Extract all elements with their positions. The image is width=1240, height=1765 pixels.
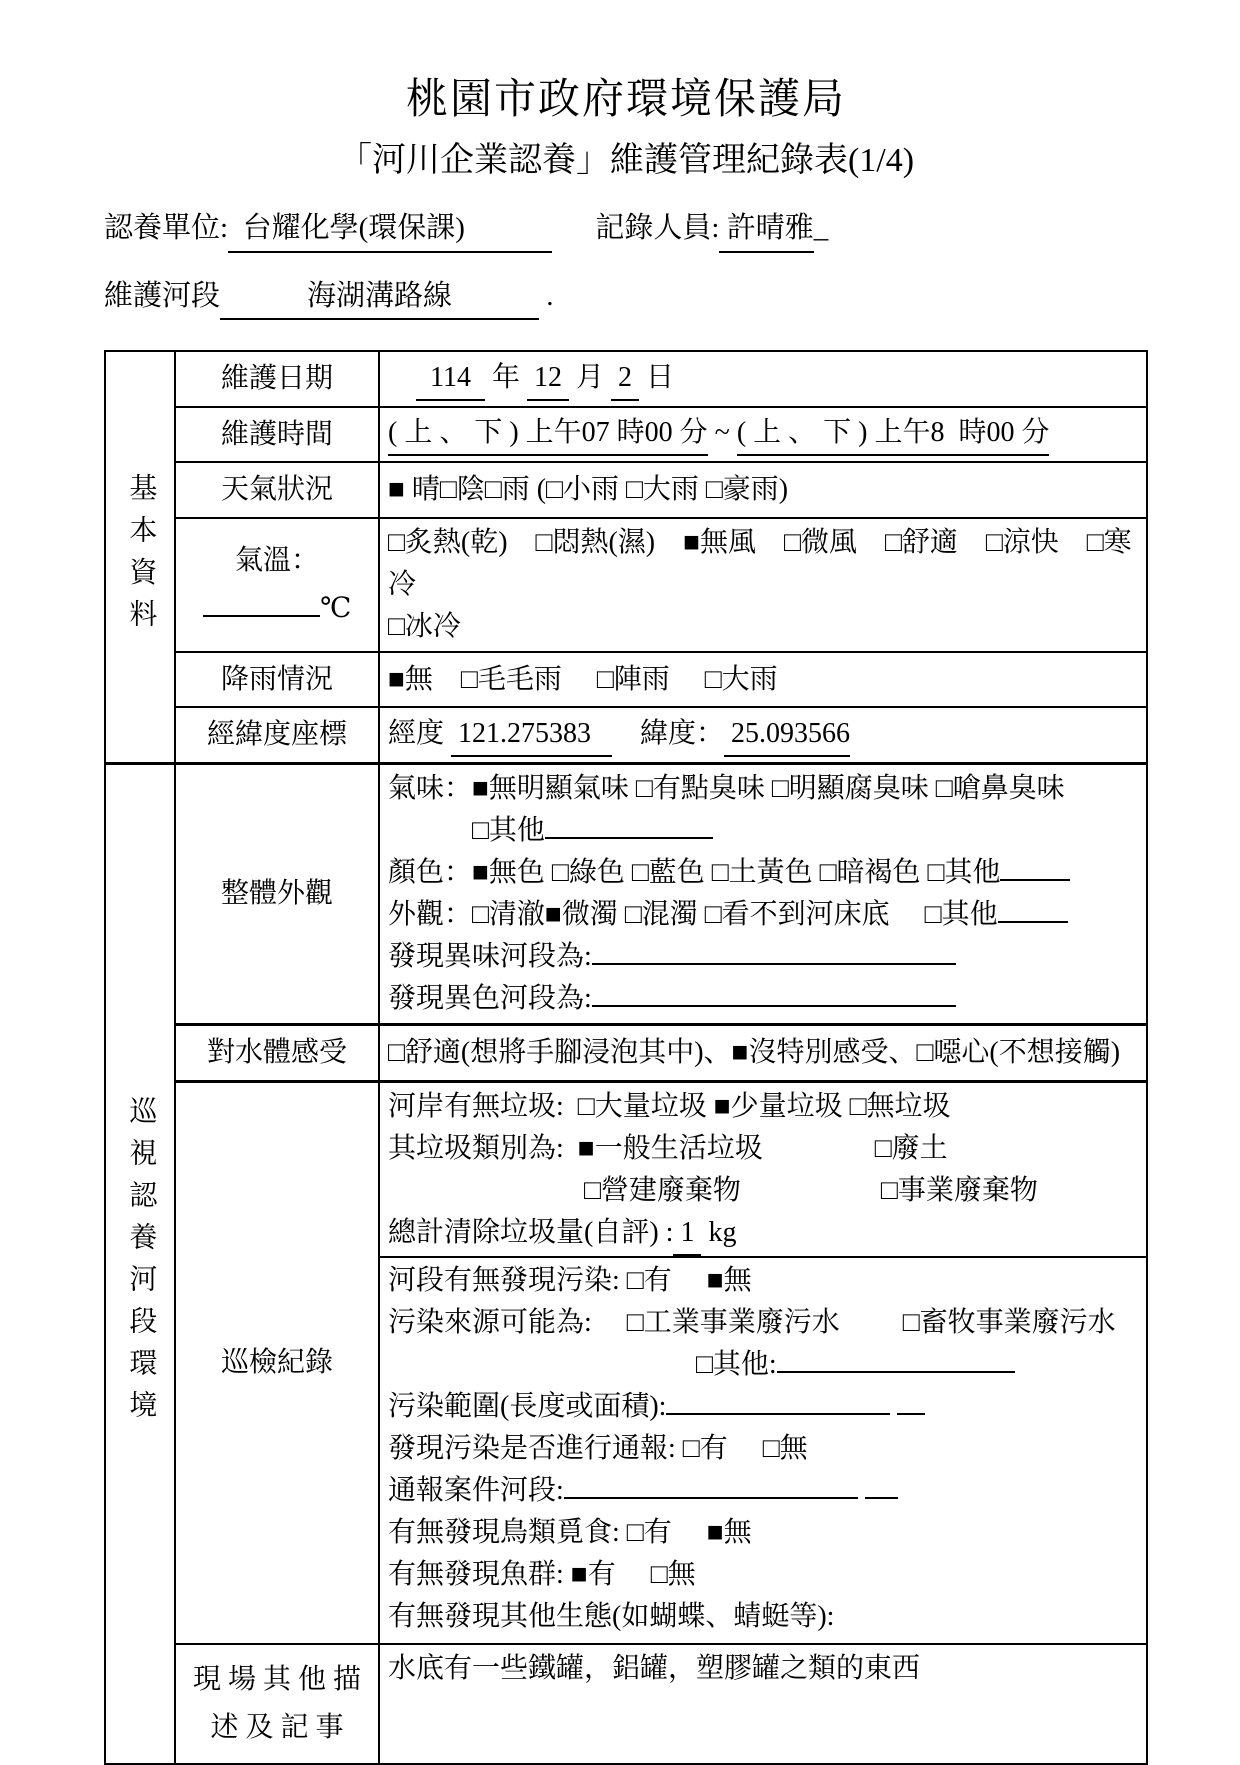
table-row: [105, 707, 1147, 763]
form-line: [388, 810, 1138, 852]
form-line: [388, 768, 1138, 810]
page-subtitle: 「河川企業認養」維護管理紀錄表(1/4): [337, 142, 915, 179]
form-text: 年: [484, 361, 527, 393]
form-text: □舒適(想將手腳浸泡其中)、■沒特別感受、□噁心(不想接觸): [388, 1036, 1121, 1068]
form-text: ~: [707, 417, 737, 449]
form-line: [388, 1212, 1138, 1256]
form-line: [388, 1428, 1138, 1470]
form-line: [104, 207, 1148, 253]
form-text: [388, 362, 416, 393]
form-line: [388, 1648, 1138, 1690]
form-line: [388, 1032, 1138, 1074]
filled-blank: ( 上 、 下 ) 上午07 時00 分: [388, 412, 708, 456]
form-text: 污染範圍(長度或面積):: [388, 1390, 667, 1422]
form-line: [388, 1170, 1138, 1212]
form-line: [388, 522, 1138, 606]
form-line: [388, 1128, 1138, 1170]
filled-blank: [1000, 879, 1070, 881]
group-label-cell: [105, 351, 175, 763]
form-text: .: [539, 279, 554, 312]
row-label-cell: [175, 652, 379, 708]
row-label-cell: [175, 1024, 379, 1081]
filled-blank: 12: [527, 357, 569, 401]
row-label-cell: [175, 1644, 379, 1764]
row-content-cell: [379, 652, 1147, 708]
filled-blank: [666, 1413, 890, 1415]
form-text: 降雨情況: [220, 663, 333, 695]
form-line: [388, 1260, 1138, 1302]
form-text: 總計清除垃圾量(自評) :: [388, 1216, 674, 1248]
form-line: [388, 659, 1138, 701]
form-text: 水底有一些鐵罐，鋁罐，塑膠罐之類的東西: [388, 1652, 921, 1684]
form-text: _: [813, 212, 829, 244]
form-text: 氣溫：: [234, 545, 319, 577]
form-text: 巡檢紀錄: [220, 1346, 333, 1378]
form-text: □營建廢棄物 □事業廢棄物: [388, 1174, 1038, 1206]
row-content-cell: [379, 1644, 1147, 1764]
row-label-cell: [175, 462, 379, 518]
form-line: [388, 469, 1138, 511]
group-label: 巡視認養河段環境: [125, 1095, 157, 1432]
form-line: [184, 355, 370, 403]
form-text: 認養單位:: [104, 212, 229, 244]
record-table-body: [105, 351, 1147, 1764]
form-line: [388, 412, 1138, 456]
form-text: □炙熱(乾) □悶熱(濕) ■無風 □微風 □舒適 □涼快 □寒冷: [388, 526, 1132, 600]
form-text: [552, 212, 596, 244]
form-line: [388, 936, 1138, 978]
filled-blank: 121.275383: [451, 713, 612, 757]
form-text: 污染來源可能為: □工業事業廢污水 □畜牧事業廢污水: [388, 1306, 1116, 1338]
row-content-cell: [379, 763, 1147, 1024]
content-block: [388, 1086, 1138, 1256]
form-line: [184, 466, 370, 514]
form-text: 發現異色河段為:: [388, 982, 592, 1014]
form-text: kg: [701, 1216, 737, 1248]
form-text: 對水體感受: [206, 1036, 347, 1068]
form-line: [184, 1656, 370, 1704]
form-line: [388, 1554, 1138, 1596]
form-text: 發現異味河段為:: [388, 940, 592, 972]
form-text: □其他: [388, 814, 545, 846]
form-text: 有無發現其他生態(如蝴蝶、蜻蜓等):: [388, 1600, 835, 1632]
form-line: [184, 585, 370, 633]
content-block: [388, 1648, 1138, 1690]
form-line: [104, 275, 1148, 321]
form-text: 月: [569, 361, 612, 393]
form-line: [184, 537, 370, 585]
form-line: [184, 1029, 370, 1077]
form-line: [184, 656, 370, 704]
form-line: [388, 1086, 1138, 1128]
content-block: [388, 659, 1138, 701]
content-block: [388, 412, 1138, 456]
form-line: [388, 978, 1138, 1020]
form-text: 維護時間: [220, 418, 333, 450]
row-label-cell: [175, 763, 379, 1024]
form-text: 河岸有無垃圾: □大量垃圾 ■少量垃圾 □無垃圾: [388, 1090, 951, 1122]
form-text: 其垃圾類別為: ■一般生活垃圾 □廢土: [388, 1132, 948, 1164]
form-line: [388, 1596, 1138, 1638]
form-text: 維護河段: [104, 279, 221, 312]
form-line: [388, 1302, 1138, 1344]
header-line-unit-recorder: [104, 207, 1148, 253]
row-content-cell: [379, 407, 1147, 463]
filled-blank: [545, 837, 713, 839]
table-row: [105, 351, 1147, 407]
form-line: [388, 713, 1138, 757]
group-label: 基本資料: [125, 472, 157, 641]
header-line-river-section: [104, 275, 1148, 321]
filled-blank: [203, 615, 321, 617]
table-row: [105, 518, 1147, 652]
form-text: 經緯度座標: [206, 719, 347, 751]
filled-blank: [998, 921, 1068, 923]
form-text: 述 及 記 事: [210, 1711, 344, 1743]
form-line: [184, 711, 370, 759]
filled-blank: 許晴雅: [719, 207, 813, 253]
form-text: ■無 □毛毛雨 □陣雨 □大雨: [388, 663, 778, 695]
page-title: 桃園市政府環境保護局: [405, 77, 846, 123]
filled-blank: [592, 963, 956, 965]
form-text: 維護日期: [220, 363, 333, 394]
form-text: 顏色：■無色 □綠色 □藍色 □土黃色 □暗褐色 □其他: [388, 856, 1001, 888]
title-block: [104, 66, 1148, 181]
row-content-cell: [379, 518, 1147, 652]
form-line: [388, 606, 1138, 648]
form-line: [388, 894, 1138, 936]
content-block: [388, 357, 1138, 401]
form-text: 緯度：: [612, 718, 725, 750]
filled-blank: 1: [673, 1212, 701, 1256]
row-content-cell: [379, 462, 1147, 518]
form-text: 外觀：□清澈■微濁 □混濁 □看不到河床底 □其他: [388, 898, 998, 930]
form-text: 經度: [388, 718, 452, 750]
row-content-cell: [379, 1024, 1147, 1081]
form-line: [388, 852, 1138, 894]
filled-blank: 台耀化學(環保課): [228, 207, 552, 253]
form-text: 現 場 其 他 描: [192, 1663, 361, 1695]
content-block: [388, 469, 1138, 511]
content-block: [388, 768, 1138, 1020]
form-text: □其他:: [388, 1348, 777, 1380]
form-line: [388, 357, 1138, 401]
filled-blank: ( 上 、 下 ) 上午8 時00 分: [737, 412, 1050, 456]
form-text: [858, 1475, 865, 1506]
table-row: [105, 652, 1147, 708]
row-label-cell: [175, 1081, 379, 1644]
form-text: 通報案件河段:: [388, 1474, 564, 1506]
form-line: [184, 411, 370, 459]
filled-blank: [592, 1005, 956, 1007]
form-text: 河段有無發現污染: □有 ■無: [388, 1264, 752, 1296]
content-block: [388, 1032, 1138, 1074]
form-text: 天氣狀況: [220, 474, 333, 506]
form-text: ℃: [320, 592, 352, 624]
filled-blank: [777, 1371, 1015, 1373]
form-line: [388, 1344, 1138, 1386]
table-row: [105, 1024, 1147, 1081]
form-text: ■ 晴□陰□雨 (□小雨 □大雨 □豪雨): [388, 473, 789, 505]
form-line: [184, 1704, 370, 1752]
row-label-cell: [175, 407, 379, 463]
filled-blank: 25.093566: [724, 713, 850, 757]
table-row: [105, 1644, 1147, 1764]
form-line: [388, 1512, 1138, 1554]
filled-blank: [865, 1497, 899, 1499]
form-text: [890, 1391, 897, 1422]
row-content-cell: [379, 707, 1147, 763]
content-block: [388, 713, 1138, 757]
content-block: [388, 522, 1138, 648]
table-row: [105, 462, 1147, 518]
form-line: [388, 1386, 1138, 1428]
row-label-cell: [175, 518, 379, 652]
filled-blank: 114: [416, 357, 485, 401]
form-line: [184, 870, 370, 918]
form-text: 整體外觀: [220, 878, 333, 910]
form-text: 發現污染是否進行通報: □有 □無: [388, 1432, 808, 1464]
record-table: [104, 350, 1148, 1765]
table-row: [105, 763, 1147, 1024]
filled-blank: 海湖溝路線: [220, 275, 539, 321]
form-line: [388, 1470, 1138, 1512]
form-text: 記錄人員:: [595, 212, 720, 244]
row-label-cell: [175, 351, 379, 407]
row-content-cell: [379, 351, 1147, 407]
filled-blank: [897, 1413, 925, 1415]
form-text: 氣味：■無明顯氣味 □有點臭味 □明顯腐臭味 □嗆鼻臭味: [388, 772, 1065, 804]
form-text: 日: [639, 361, 675, 393]
row-content-cell: [379, 1081, 1147, 1644]
form-text: 有無發現魚群: ■有 □無: [388, 1558, 696, 1590]
form-line: [184, 1339, 370, 1387]
table-row: [105, 1081, 1147, 1644]
content-block: [380, 1256, 1146, 1640]
form-text: □冰冷: [388, 610, 461, 642]
filled-blank: 2: [611, 357, 639, 401]
row-label-cell: [175, 707, 379, 763]
filled-blank: [564, 1497, 858, 1499]
table-row: [105, 407, 1147, 463]
group-label-cell: [105, 763, 175, 1763]
form-text: 有無發現鳥類覓食: □有 ■無: [388, 1516, 752, 1548]
